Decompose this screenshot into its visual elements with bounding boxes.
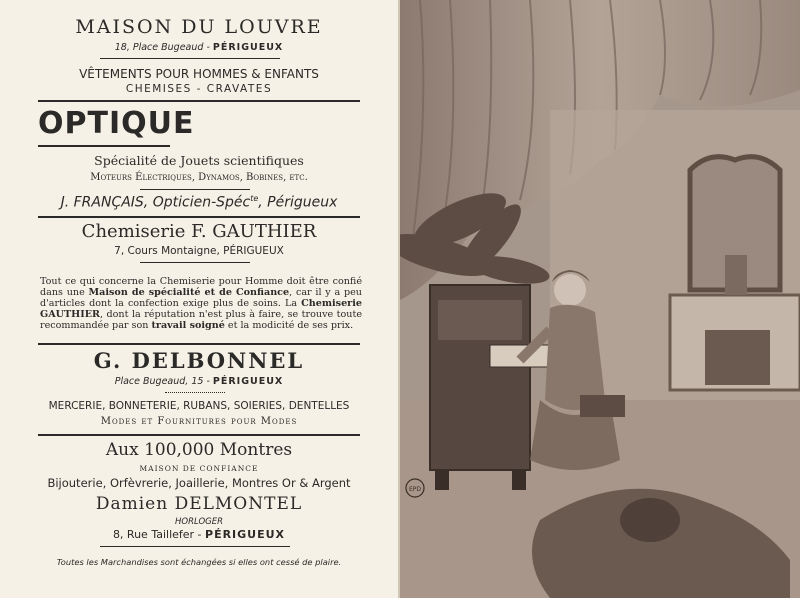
delbonnel-address: Place Bugeaud, 15 - PÉRIGUEUX xyxy=(114,376,284,387)
louvre-address: 18, Place Bugeaud - PÉRIGUEUX xyxy=(114,42,284,53)
montres-role: HORLOGER xyxy=(174,517,224,527)
montres-line1: Bijouterie, Orfèvrerie, Joaillerie, Montres Or & Argent xyxy=(47,476,351,490)
divider xyxy=(38,434,360,436)
optique-specialty: Spécialité de Jouets scientifiques xyxy=(94,153,304,168)
footer-note: Toutes les Marchandises sont échangées si elles ont cessé de plaire. xyxy=(56,557,342,567)
chemiserie-description: Tout ce qui concerne la Chemiserie pour Homme doit être confié dans une Maison de spécialité et de Confiance, car il y a peu d'articles dont la confection exige plus de soins. La Chemiserie GAUTHIER, dont la réputation n'est plus à faire, se trouve toute recommandée par son travail soigné et la modicité de ses prix. xyxy=(40,276,362,331)
divider xyxy=(38,343,360,345)
delbonnel-line2: Modes et Fournitures pour Modes xyxy=(100,416,298,427)
louvre-line1: VÊTEMENTS POUR HOMMES & ENFANTS xyxy=(79,67,319,81)
photo-woman-at-piano xyxy=(400,0,800,598)
divider xyxy=(38,216,360,218)
advertisement-page xyxy=(0,0,398,598)
optique-owner: J. FRANÇAIS, Opticien-Spéc$^{te}$, Périgueux xyxy=(60,194,338,211)
divider xyxy=(38,100,360,102)
optique-products: Moteurs Électriques, Dynamos, Bobines, etc. xyxy=(90,172,308,183)
divider xyxy=(140,262,250,263)
delbonnel-line1: MERCERIE, BONNETERIE, RUBANS, SOIERIES, DENTELLES xyxy=(48,400,350,412)
sepia-photo xyxy=(400,0,800,598)
louvre-line2: CHEMISES - CRAVATES xyxy=(125,83,273,95)
chemiserie-name: Chemiserie F. GAUTHIER xyxy=(81,221,317,242)
montres-name: Aux 100,000 Montres xyxy=(105,440,293,460)
divider xyxy=(100,546,290,547)
chemiserie-address: 7, Cours Montaigne, PÉRIGUEUX xyxy=(114,245,284,257)
divider xyxy=(38,145,170,147)
divider xyxy=(100,58,280,59)
montres-address: 8, Rue Taillefer - PÉRIGUEUX xyxy=(112,528,286,541)
optique-title: OPTIQUE xyxy=(38,106,195,141)
delbonnel-name: G. DELBONNEL xyxy=(93,348,305,373)
photo-stamp: EPD xyxy=(408,486,422,493)
divider xyxy=(165,392,225,393)
louvre-name: MAISON DU LOUVRE xyxy=(75,16,323,38)
divider xyxy=(140,189,250,190)
montres-tag: MAISON DE CONFIANCE xyxy=(139,464,259,473)
montres-owner: Damien DELMONTEL xyxy=(95,494,303,514)
